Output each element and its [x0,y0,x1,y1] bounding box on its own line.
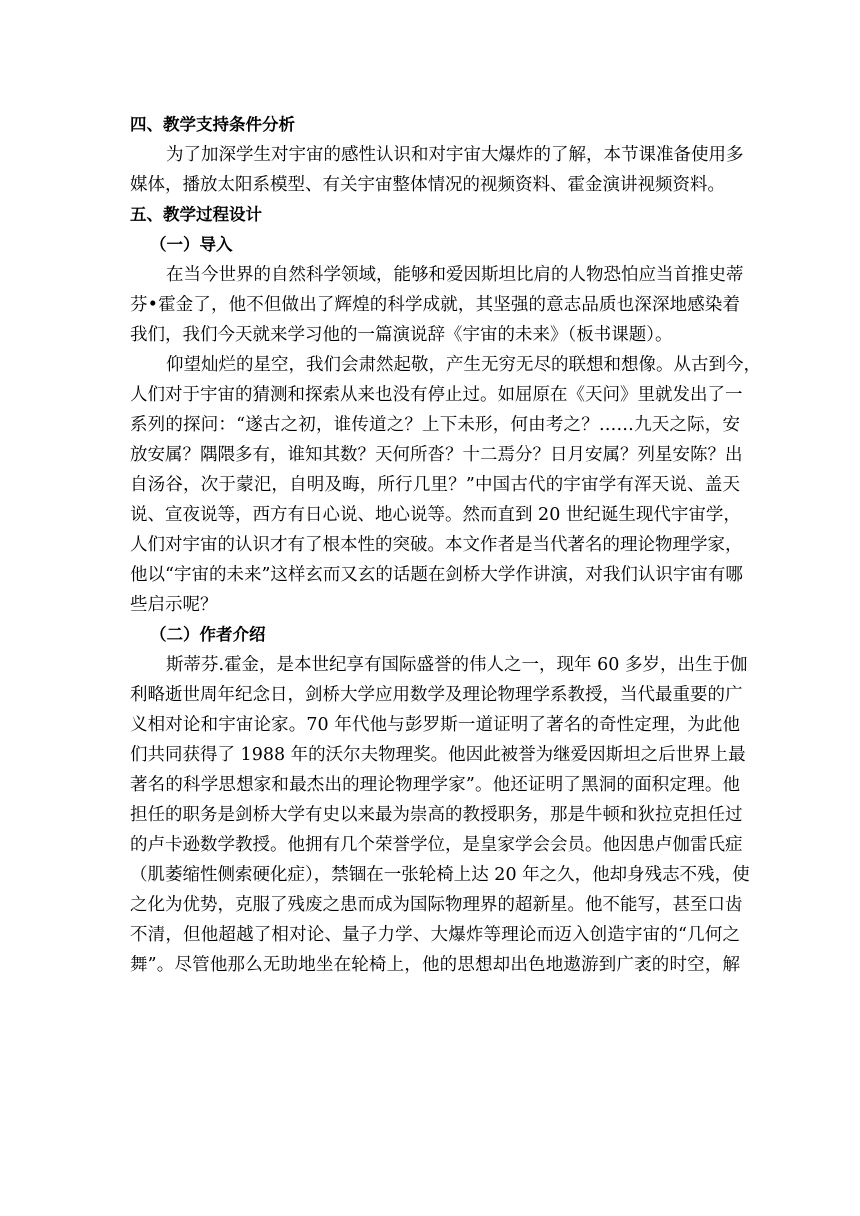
section-heading-support-conditions: 四、教学支持条件分析 [130,115,295,134]
paragraph-line: 系列的探问：“遂古之初，谁传道之？上下未形，何由考之？……九天之际，安 [130,415,740,435]
paragraph-line: 利略逝世周年纪念日，剑桥大学应用数学及理论物理学系教授，当代最重要的广 [130,685,743,705]
paragraph-line: 们共同获得了 1988 年的沃尔夫物理奖。他因此被誉为继爱因斯坦之后世界上最 [130,745,746,765]
subsection-heading-author: （二）作者介绍 [150,625,266,644]
section-heading-process-design: 五、教学过程设计 [130,205,262,224]
paragraph-line: 人们对宇宙的认识才有了根本性的突破。本文作者是当代著名的理论物理学家， [130,535,743,555]
paragraph-line: 媒体，播放太阳系模型、有关宇宙整体情况的视频资料、霍金演讲视频资料。 [130,175,725,195]
paragraph-line: 著名的科学思想家和最杰出的理论物理学家”。他还证明了黑洞的面积定理。他 [130,775,740,795]
paragraph-line: 担任的职务是剑桥大学有史以来最为崇高的教授职务，那是牛顿和狄拉克担任过 [130,805,743,825]
paragraph-line: 的卢卡逊数学教授。他拥有几个荣誉学位，是皇家学会会员。他因患卢伽雷氏症 [130,835,743,855]
paragraph-line: 之化为优势，克服了残废之患而成为国际物理界的超新星。他不能写，甚至口齿 [130,895,743,915]
paragraph-line: 他以“宇宙的未来”这样玄而又玄的话题在剑桥大学作讲演，对我们认识宇宙有哪 [130,565,743,585]
paragraph-line: 仰望灿烂的星空，我们会肃然起敬，产生无穷无尽的联想和想像。从古到今， [166,355,761,375]
paragraph-line: （肌萎缩性侧索硬化症），禁锢在一张轮椅上达 20 年之久，他却身残志不残，使 [130,865,750,885]
paragraph-line: 斯蒂芬.霍金，是本世纪享有国际盛誉的伟人之一，现年 60 多岁，出生于伽 [166,655,748,675]
paragraph-line: 自汤谷，次于蒙汜，自明及晦，所行几里？”中国古代的宇宙学有浑天说、盖天 [130,475,740,495]
subsection-heading-intro: （一）导入 [150,235,233,254]
paragraph-line: 我们，我们今天就来学习他的一篇演说辞《宇宙的未来》（板书课题）。 [130,325,673,345]
paragraph-line: 在当今世界的自然科学领域，能够和爱因斯坦比肩的人物恐怕应当首推史蒂 [166,265,744,285]
paragraph-line: 舞”。尽管他那么无助地坐在轮椅上，他的思想却出色地遨游到广袤的时空，解 [130,955,740,975]
paragraph-line: 说、宣夜说等，西方有日心说、地心说等。然而直到 20 世纪诞生现代宇宙学， [130,505,741,525]
paragraph-line: 些启示呢？ [130,595,218,615]
document-page [130,110,761,980]
paragraph-line: 放安属？隅隈多有，谁知其数？天何所沓？十二焉分？日月安属？列星安陈？出 [130,445,743,465]
paragraph-line: 义相对论和宇宙论家。70 年代他与彭罗斯一道证明了著名的奇性定理，为此他 [130,715,740,735]
paragraph-line: 不清，但他超越了相对论、量子力学、大爆炸等理论而迈入创造宇宙的“几何之 [130,925,740,945]
paragraph-line: 芬•霍金了，他不但做出了辉煌的科学成就，其坚强的意志品质也深深地感染着 [130,295,740,315]
paragraph-line: 人们对于宇宙的猜测和探索从来也没有停止过。如屈原在《天问》里就发出了一 [130,385,743,405]
paragraph-line: 为了加深学生对宇宙的感性认识和对宇宙大爆炸的了解，本节课准备使用多 [166,145,744,165]
